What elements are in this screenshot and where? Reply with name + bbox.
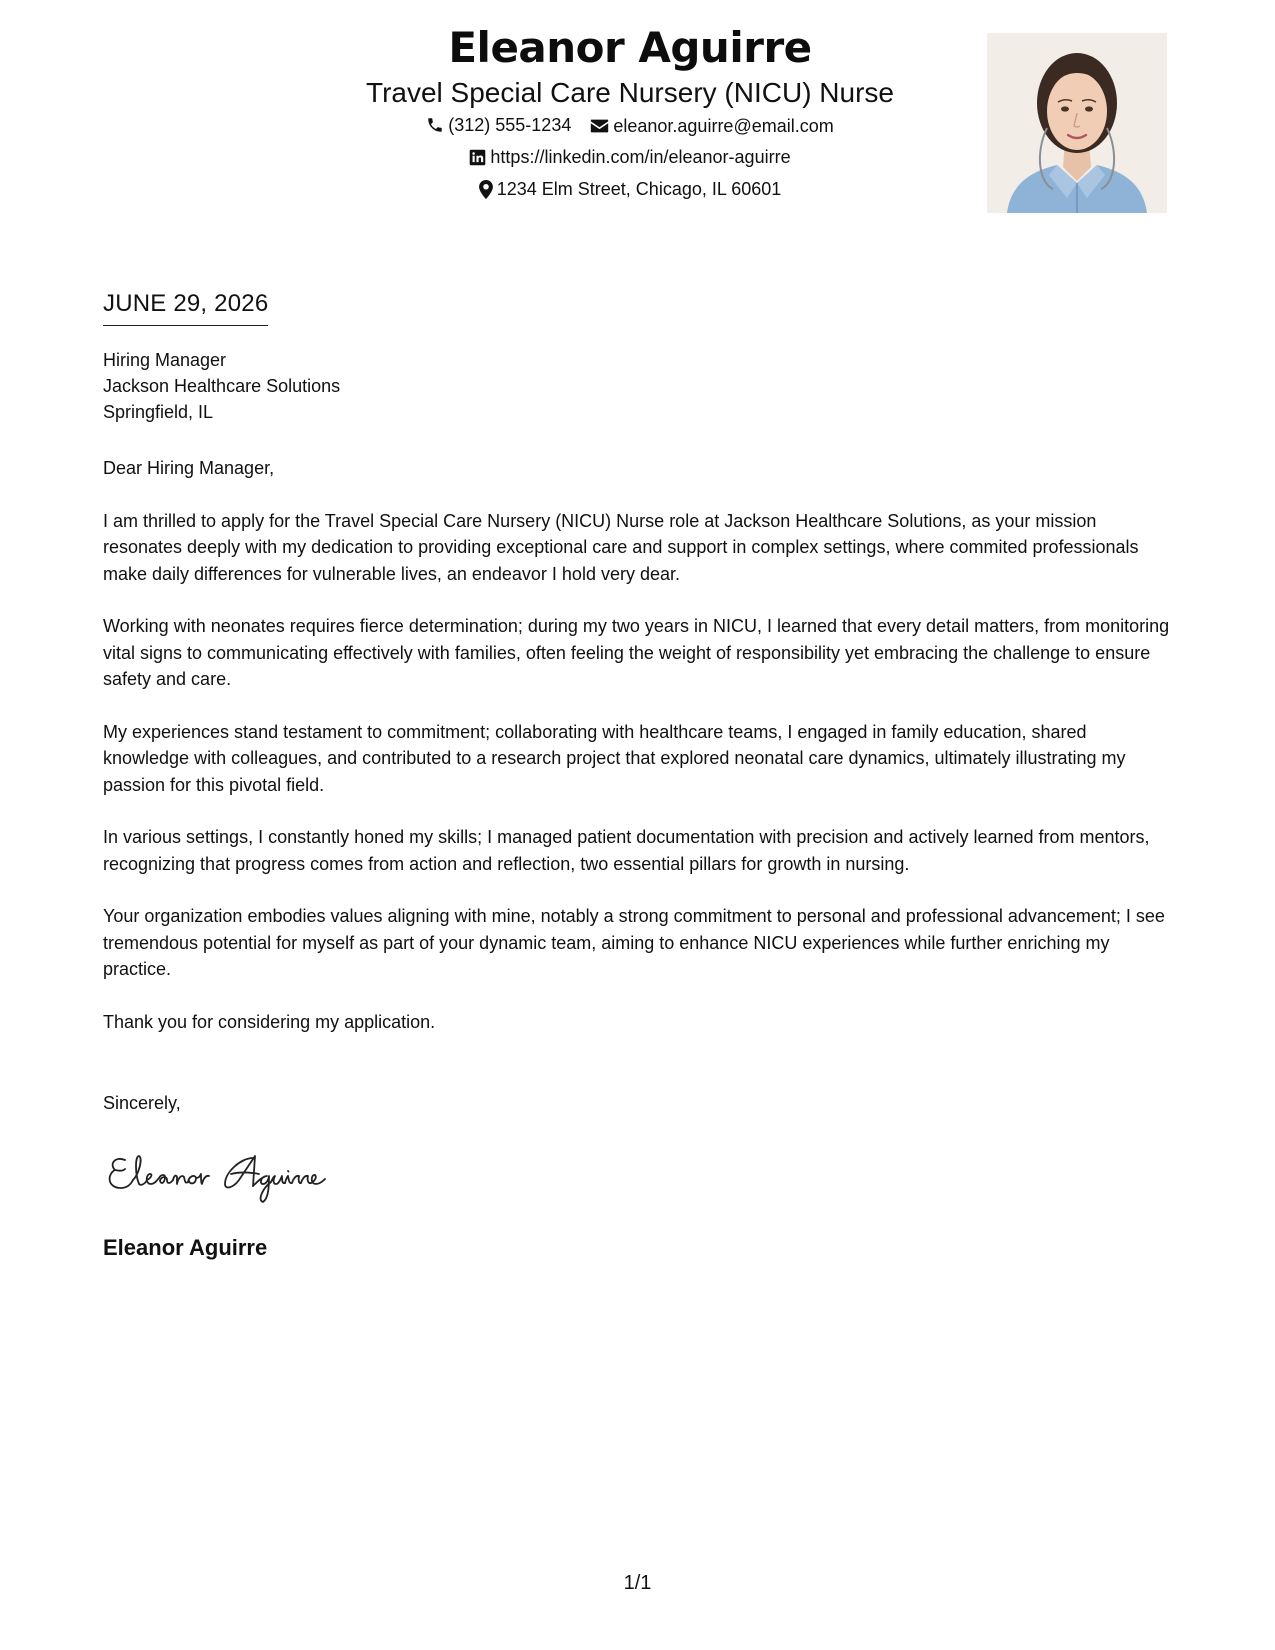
recipient-line: Springfield, IL (103, 402, 214, 422)
phone-icon (426, 116, 444, 134)
recipient-line: Hiring Manager (103, 350, 227, 370)
address-text: 1234 Elm Street, Chicago, IL 60601 (496, 179, 782, 199)
recipient-line: Jackson Healthcare Solutions (103, 376, 341, 396)
email-text[interactable]: eleanor.aguirre@email.com (613, 116, 834, 136)
body-paragraph: Your organization embodies values aligning with mine, notably a strong commitment to personal and professional advancement; I see tremendous potential for myself as part of your dynamic team, aiming to enhance NICU experiences while further enriching my practice. (103, 906, 1165, 979)
linkedin-text[interactable]: https://linkedin.com/in/eleanor-aguirre (490, 147, 791, 167)
letter-body (103, 455, 1173, 1061)
letter-date: JUNE 29, 2026 (103, 289, 268, 326)
body-paragraph: Thank you for considering my application. (103, 1011, 436, 1032)
page-number: 1/1 (623, 1572, 652, 1594)
phone-text: (312) 555-1234 (448, 115, 572, 135)
linkedin-icon (469, 149, 486, 166)
linkedin-contact[interactable] (469, 145, 790, 169)
phone-contact (426, 113, 571, 137)
closing: Sincerely, (103, 1093, 181, 1113)
applicant-name: Eleanor Aguirre (448, 23, 812, 72)
address-contact (479, 177, 782, 201)
email-contact[interactable] (590, 114, 833, 138)
body-paragraph: In various settings, I constantly honed my skills; I managed patient documentation with precision and actively learned from mentors, recognizing that progress comes from action and reflection, two essential pillars for growth in nursing. (103, 827, 1150, 874)
profile-photo (987, 33, 1167, 213)
body-paragraph: I am thrilled to apply for the Travel Special Care Nursery (NICU) Nurse role at Jackson Healthcare Solutions, as your mission resonates deeply with my dedication to providing exceptional care and support in complex settings, where commited professionals make daily differences for vulnerable lives, an endeavor I hold very dear. (103, 510, 1139, 584)
body-paragraph: My experiences stand testament to commitment; collaborating with healthcare teams, I engaged in family education, shared knowledge with colleagues, and contributed to a research project that explored neonatal care dynamics, ultimately illustrating my passion for this pivotal field. (103, 721, 1126, 795)
recipient-block (103, 347, 340, 425)
signer-name: Eleanor Aguirre (103, 1235, 268, 1260)
map-pin-icon (479, 180, 493, 199)
envelope-icon (590, 118, 609, 134)
handwritten-signature (103, 1144, 363, 1204)
job-title: Travel Special Care Nursery (NICU) Nurse (366, 77, 894, 108)
salutation: Dear Hiring Manager, (103, 458, 275, 478)
body-paragraph: Working with neonates requires fierce determination; during my two years in NICU, I learned that every detail matters, from monitoring vital signs to communicating effectively with families, often feeling the weight of responsibility yet embracing the challenge to ensure safety and care. (103, 616, 1170, 689)
